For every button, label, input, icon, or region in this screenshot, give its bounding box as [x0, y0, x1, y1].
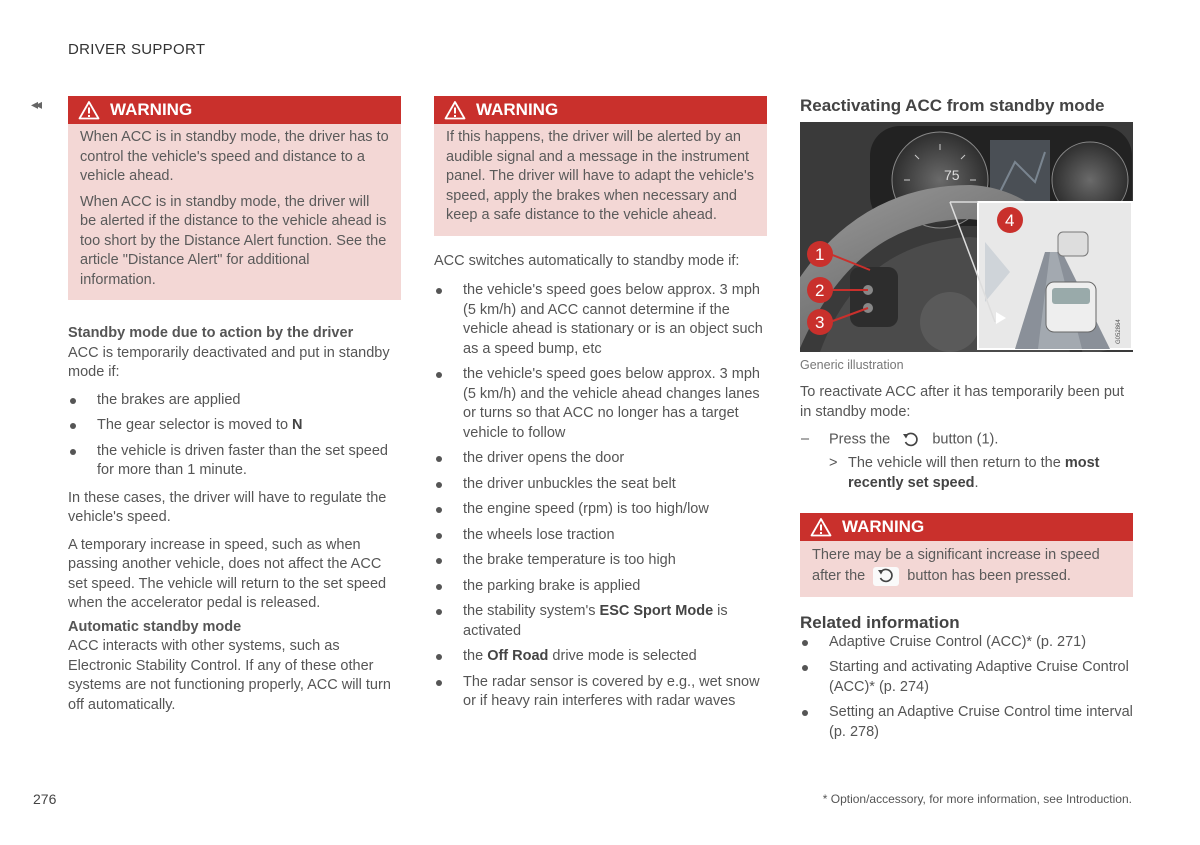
warning-text: There may be a significant increase in speed after the — [812, 547, 1100, 584]
list-item: the driver opens the door — [434, 449, 767, 469]
callout-4 — [997, 207, 1023, 233]
warning-header — [68, 96, 401, 124]
list-item: the vehicle's speed goes below approx. 3 mph (5 km/h) and ACC cannot determine if the vehicle ahead is stationary or is an object such as a speed bump, etc — [434, 281, 767, 359]
warning-triangle-icon — [444, 100, 466, 120]
heading-reactivating: Reactivating ACC from standby mode — [800, 96, 1105, 115]
list-item: the stability system's ESC Sport Mode is activated — [434, 602, 767, 641]
warning-header — [800, 513, 1133, 541]
warning-header — [434, 96, 767, 124]
list-item: The radar sensor is covered by e.g., wet snow or if heavy rain interferes with radar waves — [434, 673, 767, 712]
warning-triangle-icon — [810, 517, 832, 537]
list-item: the driver unbuckles the seat belt — [434, 475, 767, 495]
list-item: the wheels lose traction — [434, 526, 767, 546]
warning-text: If this happens, the driver will be alerted by an audible signal and a message in the instrument panel. The driver will have to adapt the vehicle's speed, apply the brakes when necessary and keep a safe distance to the vehicle ahead. — [446, 129, 754, 223]
resume-icon — [873, 567, 899, 586]
svg-text:1: 1 — [815, 244, 825, 264]
list-item: the parking brake is applied — [434, 577, 767, 597]
figure-caption: Generic illustration — [800, 357, 904, 372]
list-item: the brake temperature is too high — [434, 551, 767, 571]
paragraph: To reactivate ACC after it has temporarily been put in standby mode: — [800, 384, 1124, 420]
section-title: DRIVER SUPPORT — [68, 41, 206, 58]
warning-title: WARNING — [476, 100, 559, 120]
warning-text: When ACC is in standby mode, the driver has to control the vehicle's speed and distance to a vehicle ahead. — [80, 129, 389, 184]
warning-box — [434, 96, 767, 236]
warning-box — [68, 96, 401, 300]
svg-text:3: 3 — [815, 312, 825, 332]
related-links-list — [800, 633, 1133, 743]
resume-icon — [898, 430, 924, 449]
paragraph: ACC switches automatically to standby mode if: — [434, 252, 740, 269]
related-link[interactable]: Starting and activating Adaptive Cruise Control (ACC)* (p. 274) — [800, 658, 1133, 697]
related-link[interactable]: Setting an Adaptive Cruise Control time interval (p. 278) — [800, 703, 1133, 742]
warning-text: button has been pressed. — [907, 568, 1071, 584]
column-1 — [68, 96, 401, 723]
page-number: 276 — [33, 791, 57, 807]
list-item: the vehicle is driven faster than the set speed for more than 1 minute. — [68, 442, 401, 481]
list-item: the Off Road drive mode is selected — [434, 647, 767, 667]
procedure-step: – Press the button (1). — [800, 430, 1133, 450]
heading-related-information: Related information — [800, 613, 960, 632]
instrument-cluster-illustration — [800, 122, 1133, 352]
image-code: G052864 — [1116, 318, 1122, 344]
column-2 — [434, 96, 767, 720]
list-item: the engine speed (rpm) is too high/low — [434, 500, 767, 520]
paragraph: ACC interacts with other systems, such as Electronic Stability Control. If any of these other systems are not functioning properly, ACC will turn off automatically. — [68, 638, 391, 713]
svg-text:2: 2 — [815, 280, 825, 300]
related-link[interactable]: Adaptive Cruise Control (ACC)* (p. 271) — [800, 633, 1133, 653]
speed-readout: 75 — [944, 166, 960, 183]
bullet-list — [68, 391, 401, 481]
warning-text: When ACC is in standby mode, the driver will be alerted if the distance to the vehicle ahead is too short by the Distance Alert function. See the article "Distance Alert" for additional information. — [80, 193, 387, 288]
warning-triangle-icon — [78, 100, 100, 120]
svg-text:4: 4 — [1005, 210, 1015, 230]
list-item: The gear selector is moved to N — [68, 416, 401, 436]
warning-title: WARNING — [110, 100, 193, 120]
paragraph: In these cases, the driver will have to regulate the vehicle's speed. — [68, 489, 387, 525]
subheading-standby-driver: Standby mode due to action by the driver — [68, 325, 354, 341]
paragraph: ACC is temporarily deactivated and put in standby mode if: — [68, 344, 390, 380]
footnote: * Option/accessory, for more information, see Introduction. — [822, 792, 1132, 806]
paragraph: A temporary increase in speed, such as when passing another vehicle, does not affect the ACC set speed. The vehicle will return to the set speed when the accelerator pedal is released. — [68, 536, 387, 611]
warning-box — [800, 513, 1133, 597]
bullet-list — [434, 281, 767, 712]
list-item: the vehicle's speed goes below approx. 3 mph (5 km/h) and the vehicle ahead changes lanes or turns so that ACC no longer has a target vehicle to follow — [434, 365, 767, 443]
warning-title: WARNING — [842, 517, 925, 537]
list-item: the brakes are applied — [68, 391, 401, 411]
illustration — [800, 122, 1133, 352]
column-3 — [800, 96, 1133, 750]
procedure-result: > The vehicle will then return to the most recently set speed. — [800, 454, 1133, 493]
back-arrows-icon[interactable]: ◂◂ — [31, 96, 40, 112]
subheading-auto-standby: Automatic standby mode — [68, 618, 242, 635]
